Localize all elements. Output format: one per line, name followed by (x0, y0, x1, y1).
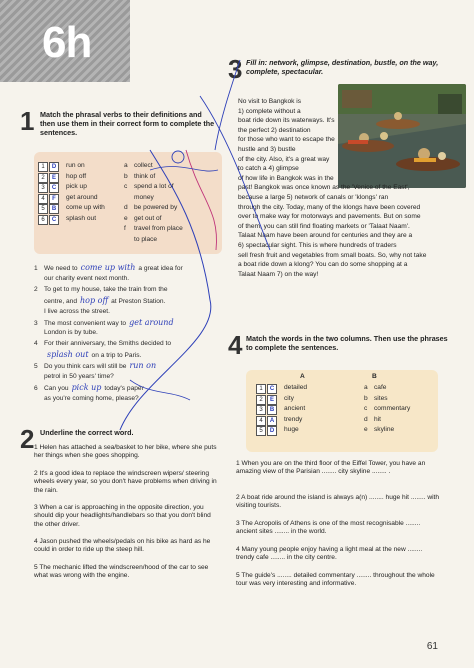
sentence-text: at Preston Station. (111, 297, 166, 305)
sentence-text: our charity event next month. (44, 274, 130, 282)
column-b-row (364, 405, 410, 413)
definition-text: be powered by (134, 204, 178, 211)
definition-letter: b (124, 172, 128, 180)
sentence-row (34, 319, 177, 328)
verb-row (38, 194, 98, 204)
column-b-header: B (372, 373, 377, 380)
column-a-number: 2 (256, 395, 266, 405)
verb-row (38, 173, 86, 183)
verb-answer: C (49, 183, 59, 193)
exercise-4-sentence: 5 The guide's ........ detailed commentary ........ throughout the whole tour was very interesting and informative. (236, 572, 435, 588)
verb-text: splash out (66, 214, 97, 222)
passage-line: sell fresh fruit and vegetables from small boats. So, why not take (238, 251, 427, 259)
column-b-letter: d (364, 415, 368, 423)
verb-row (38, 215, 96, 225)
sentence-row (34, 384, 144, 393)
column-a-number: 5 (256, 426, 266, 436)
sentence-text: For their anniversary, the Smiths decided to (44, 340, 172, 348)
column-a-word: detailed (284, 384, 308, 391)
verb-answer: B (49, 204, 59, 214)
definition-row (124, 236, 157, 244)
handwritten-answer: get around (129, 317, 174, 327)
column-b-letter: c (364, 405, 368, 412)
column-b-word: cafe (374, 384, 387, 391)
verb-text: run on (66, 162, 85, 169)
verb-answer: E (49, 173, 59, 183)
definition-row (124, 194, 154, 202)
verb-row (38, 162, 85, 172)
verb-number: 3 (38, 183, 48, 193)
column-b-letter: a (364, 384, 368, 391)
passage-line: 1) complete without a (238, 107, 301, 115)
column-b-word: hit (374, 415, 381, 423)
column-a-word: city (284, 394, 294, 402)
column-a-word: huge (284, 426, 299, 433)
column-a-row (256, 416, 302, 426)
exercise-2-sentence: 2 It's a good idea to replace the windscreen wipers/ steering wheels every year, so you don't have problems when driving in the rain. (34, 470, 217, 494)
page-number: 61 (426, 641, 438, 652)
sentence-text: The most convenient way to (44, 319, 127, 327)
passage-line: through the city. Today, many of the klongs have been covered (238, 203, 421, 211)
definition-text: to place (134, 235, 158, 243)
column-b-word: sites (374, 394, 388, 402)
passage-line: hustle and 3) bustle (238, 146, 296, 153)
passage-line: a boat ride down a klong? You can do some shopping at a (238, 261, 408, 269)
sentence-row (34, 275, 129, 283)
column-a-row (256, 384, 307, 394)
exercise-4-sentence: 2 A boat ride around the island is always a(n) ........ huge hit ........ with visiting tourists. (236, 494, 440, 510)
definition-letter: e (124, 214, 128, 222)
definition-row (124, 162, 153, 170)
passage-line: past! Bangkok was once known as the 'Venice of the East', (238, 184, 410, 192)
exercise-2-sentence: 5 The mechanic lifted the windscreen/hood of the car to see what was wrong with the engine. (34, 564, 209, 580)
sentence-number: 5 (34, 363, 38, 371)
verb-text: get around (66, 193, 98, 201)
sentence-row (34, 373, 114, 381)
sentence-row (34, 351, 141, 360)
floating-market-photo (338, 84, 466, 188)
passage-line: 6) spectacular sight. This is where hundreds of traders (238, 242, 397, 249)
passage-line: of the city. Also, it's a great way (238, 155, 330, 163)
definition-text: money (134, 193, 154, 201)
passage-line: the perfect 2) destination (238, 126, 311, 134)
column-a-number: 4 (256, 416, 266, 426)
verb-text: come up with (66, 204, 105, 211)
column-b-row (364, 416, 381, 424)
passage-line: to catch a 4) glimpse (238, 165, 299, 173)
verb-row (38, 204, 105, 214)
sentence-number: 4 (34, 340, 38, 348)
exercise-2-instruction: Underline the correct word. (40, 428, 134, 437)
exercise-3-number: 3 (228, 54, 243, 84)
sentence-text: centre, and (44, 297, 77, 305)
sentence-text: We need to (44, 265, 78, 272)
definition-text: spend a lot of (134, 183, 174, 190)
handwritten-answer: hop off (80, 295, 109, 305)
column-b-row (364, 384, 386, 392)
definition-row (124, 183, 174, 191)
column-a-word: trendy (284, 415, 303, 423)
handwritten-answer: pick up (71, 382, 102, 392)
sentence-row (34, 340, 171, 348)
definition-row (124, 173, 155, 181)
verb-number: 2 (38, 173, 48, 183)
sentence-row (34, 286, 168, 294)
definition-letter: d (124, 204, 128, 211)
sentence-number: 3 (34, 319, 38, 327)
column-a-answer: C (267, 384, 277, 394)
unit-title: 6h (42, 18, 92, 67)
sentence-row (34, 362, 159, 371)
definition-letter: a (124, 162, 128, 169)
column-a-answer: A (267, 416, 277, 426)
sentence-text: petrol in 50 years' time? (44, 373, 114, 380)
passage-line: No visit to Bangkok is (238, 98, 302, 105)
column-a-row (256, 426, 299, 436)
definition-row (124, 225, 183, 233)
passage-line: over to make way for motorways and pavements. But on some (238, 213, 421, 221)
exercise-2-sentence: 4 Jason pushed the wheels/pedals on his bike as hard as he could in order to ride up the steep hill. (34, 538, 211, 554)
exercise-4-instruction: Match the words in the two columns. Then use the phrases to complete the sentences. (246, 334, 448, 352)
verb-number: 1 (38, 162, 48, 172)
verb-text: pick up (66, 183, 87, 190)
column-a-row (256, 405, 305, 415)
handwritten-answer: run on (129, 361, 157, 371)
passage-line: of how life in Bangkok was in the (238, 174, 334, 182)
exercise-3-instruction: Fill in: network, glimpse, destination, bustle, on the way, complete, spectacular. (246, 58, 439, 76)
sentence-text: as you're coming home, please? (44, 394, 139, 402)
definition-text: collect (134, 162, 153, 169)
definition-row (124, 204, 177, 212)
exercise-1-number: 1 (20, 106, 35, 136)
unit-banner (0, 0, 130, 82)
sentence-number: 2 (34, 285, 38, 293)
definition-letter: f (124, 225, 126, 232)
passage-line: boat ride down its waterways. It's (238, 117, 335, 125)
verb-answer: D (49, 162, 59, 172)
verb-number: 4 (38, 194, 48, 204)
column-b-letter: b (364, 394, 368, 402)
verb-text: hop off (66, 172, 87, 180)
sentence-row (34, 297, 165, 306)
exercise-2-sentence: 1 Helen has attached a sea/basket to her bike, where she puts her things when she goes shopping. (34, 444, 217, 460)
passage-line: Talaat Naam have been around for centuries and they are a (238, 232, 413, 240)
exercise-2-sentence: 3 When a car is approaching in the opposite direction, you should dip your headlights/handlebars so that you don't blind the other driver. (34, 504, 211, 528)
definition-text: get out of (134, 214, 162, 222)
passage-line: for those who want to escape the (238, 136, 335, 144)
sentence-text: I live across the street. (44, 307, 110, 315)
verb-answer: F (49, 194, 59, 204)
column-b-row (364, 426, 394, 434)
sentence-number: 6 (34, 384, 38, 392)
exercise-1-instruction: Match the phrasal verbs to their definitions and then use them in their correct form to complete the sentences. (40, 110, 215, 137)
sentence-text: a great idea for (138, 265, 183, 272)
verb-number: 5 (38, 204, 48, 214)
sentence-number: 1 (34, 265, 38, 272)
column-b-row (364, 395, 388, 403)
sentence-text: To get to my house, take the train from the (44, 285, 168, 293)
column-b-word: skyline (374, 426, 395, 433)
definition-row (124, 215, 162, 223)
exercise-4-sentence: 3 The Acropolis of Athens is one of the most recognisable ........ ancient sites ........ in the world. (236, 520, 421, 536)
exercise-4-sentence: 4 Many young people enjoy having a light meal at the new ........ trendy cafe ........ in the city centre. (236, 546, 423, 562)
handwritten-answer: come up with (80, 263, 136, 272)
definition-text: travel from place (134, 225, 183, 232)
column-a-word: ancient (284, 405, 306, 412)
column-a-number: 1 (256, 384, 266, 394)
exercise-4-number: 4 (228, 330, 243, 360)
column-a-header: A (300, 373, 305, 380)
verb-number: 6 (38, 215, 48, 225)
definition-letter: c (124, 183, 128, 190)
column-a-answer: E (267, 395, 277, 405)
verb-answer: C (49, 215, 59, 225)
passage-line: of them, you can still find floating markets or 'Talaat Naam'. (238, 222, 410, 230)
sentence-text: today's paper (104, 384, 144, 392)
exercise-4-sentence: 1 When you are on the third floor of the Eiffel Tower, you have an amazing view of the Parisian ........ city skyline ........ . (236, 460, 426, 476)
exercise-2-number: 2 (20, 424, 35, 454)
sentence-text: on a trip to Paris. (91, 352, 142, 360)
definition-text: think of (134, 172, 156, 180)
column-a-answer: B (267, 405, 277, 415)
verb-row (38, 183, 87, 193)
sentence-row (34, 329, 98, 337)
passage-line: because a large 5) network of canals or 'klongs' ran (238, 194, 389, 201)
column-a-answer: D (267, 426, 277, 436)
handwritten-answer: splash out (47, 350, 89, 360)
passage-line: Talaat Naam 7) on the way! (238, 270, 319, 278)
column-a-row (256, 395, 294, 405)
column-a-number: 3 (256, 405, 266, 415)
column-b-word: commentary (374, 405, 411, 412)
sentence-row (34, 264, 183, 273)
sentence-row (34, 308, 110, 316)
sentence-text: Do you think cars will still be (44, 363, 127, 371)
sentence-text: London is by tube. (44, 329, 98, 337)
sentence-row (34, 395, 139, 403)
column-b-letter: e (364, 426, 368, 433)
sentence-text: Can you (44, 384, 69, 392)
